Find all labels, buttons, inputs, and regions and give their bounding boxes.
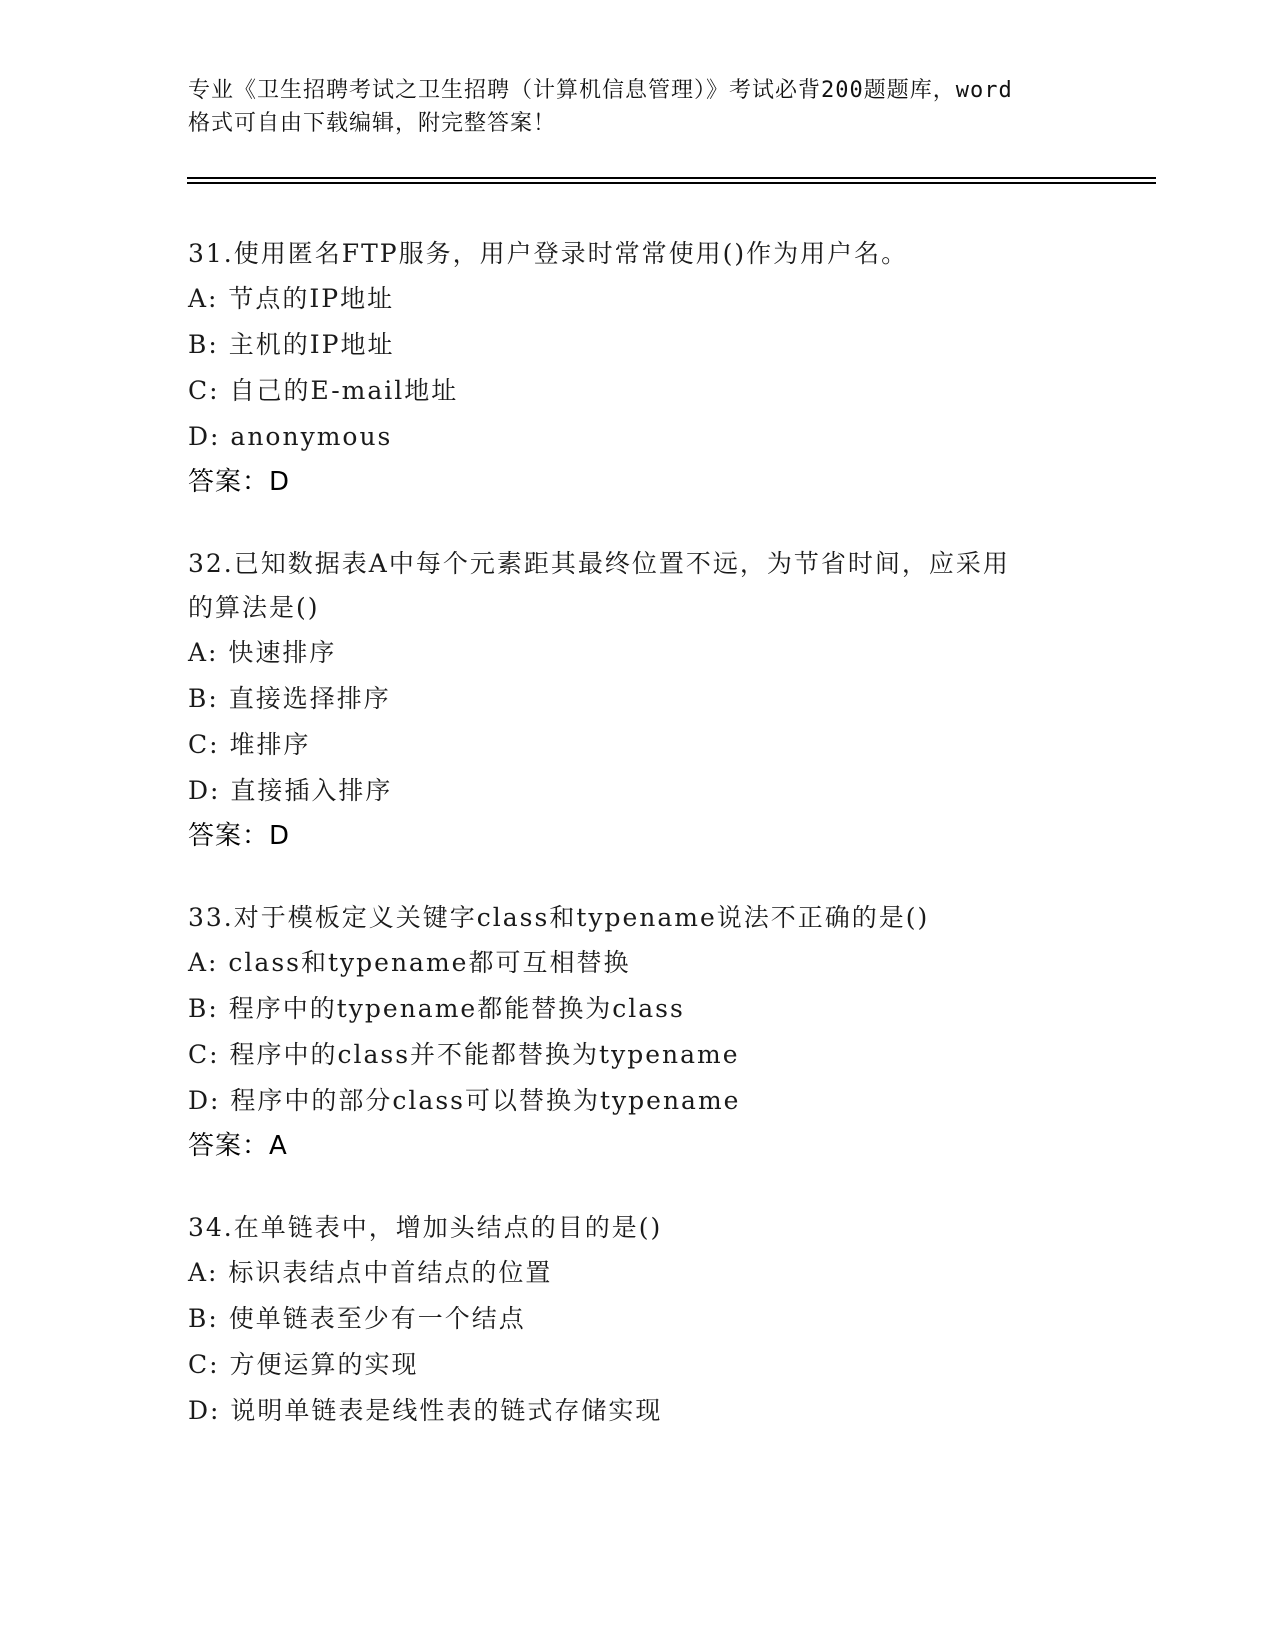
option-b: B: 使单链表至少有一个结点 — [188, 1304, 526, 1333]
question-34 — [188, 1206, 1088, 1434]
answer-text: 答案：A — [188, 1131, 288, 1161]
question-32 — [188, 542, 1088, 858]
document-header — [188, 74, 1088, 140]
answer-text: 答案：D — [188, 467, 291, 497]
question-list — [188, 232, 1088, 1472]
option-b: B: 程序中的typename都能替换为class — [188, 994, 685, 1023]
question-stem: 31.使用匿名FTP服务，用户登录时常常使用()作为用户名。 — [188, 239, 909, 268]
option-c: C: 自己的E-mail地址 — [188, 376, 459, 405]
header-divider-bottom — [187, 182, 1156, 184]
option-b: B: 主机的IP地址 — [188, 330, 395, 359]
option-d: D: 直接插入排序 — [188, 776, 393, 805]
option-b: B: 直接选择排序 — [188, 684, 391, 713]
answer-text: 答案：D — [188, 821, 291, 851]
question-stem-continued: 的算法是() — [188, 593, 320, 622]
option-c: C: 程序中的class并不能都替换为typename — [188, 1040, 740, 1069]
question-stem: 34.在单链表中，增加头结点的目的是() — [188, 1213, 663, 1242]
option-d: D: anonymous — [188, 422, 393, 451]
option-c: C: 方便运算的实现 — [188, 1350, 419, 1379]
option-a: A: 节点的IP地址 — [188, 284, 395, 313]
option-d: D: 程序中的部分class可以替换为typename — [188, 1086, 741, 1115]
option-a: A: class和typename都可互相替换 — [188, 948, 631, 977]
option-c: C: 堆排序 — [188, 730, 311, 759]
question-stem: 33.对于模板定义关键字class和typename说法不正确的是() — [188, 903, 930, 932]
question-31 — [188, 232, 1088, 504]
question-33 — [188, 896, 1088, 1168]
option-a: A: 标识表结点中首结点的位置 — [188, 1258, 553, 1287]
header-divider-top — [187, 177, 1156, 179]
header-line-1: 专业《卫生招聘考试之卫生招聘（计算机信息管理）》考试必背200题题库，word — [188, 78, 1013, 103]
option-d: D: 说明单链表是线性表的链式存储实现 — [188, 1396, 663, 1425]
option-a: A: 快速排序 — [188, 638, 337, 667]
header-line-2: 格式可自由下载编辑，附完整答案！ — [188, 111, 557, 136]
question-stem: 32.已知数据表A中每个元素距其最终位置不远，为节省时间，应采用 — [188, 549, 1010, 578]
